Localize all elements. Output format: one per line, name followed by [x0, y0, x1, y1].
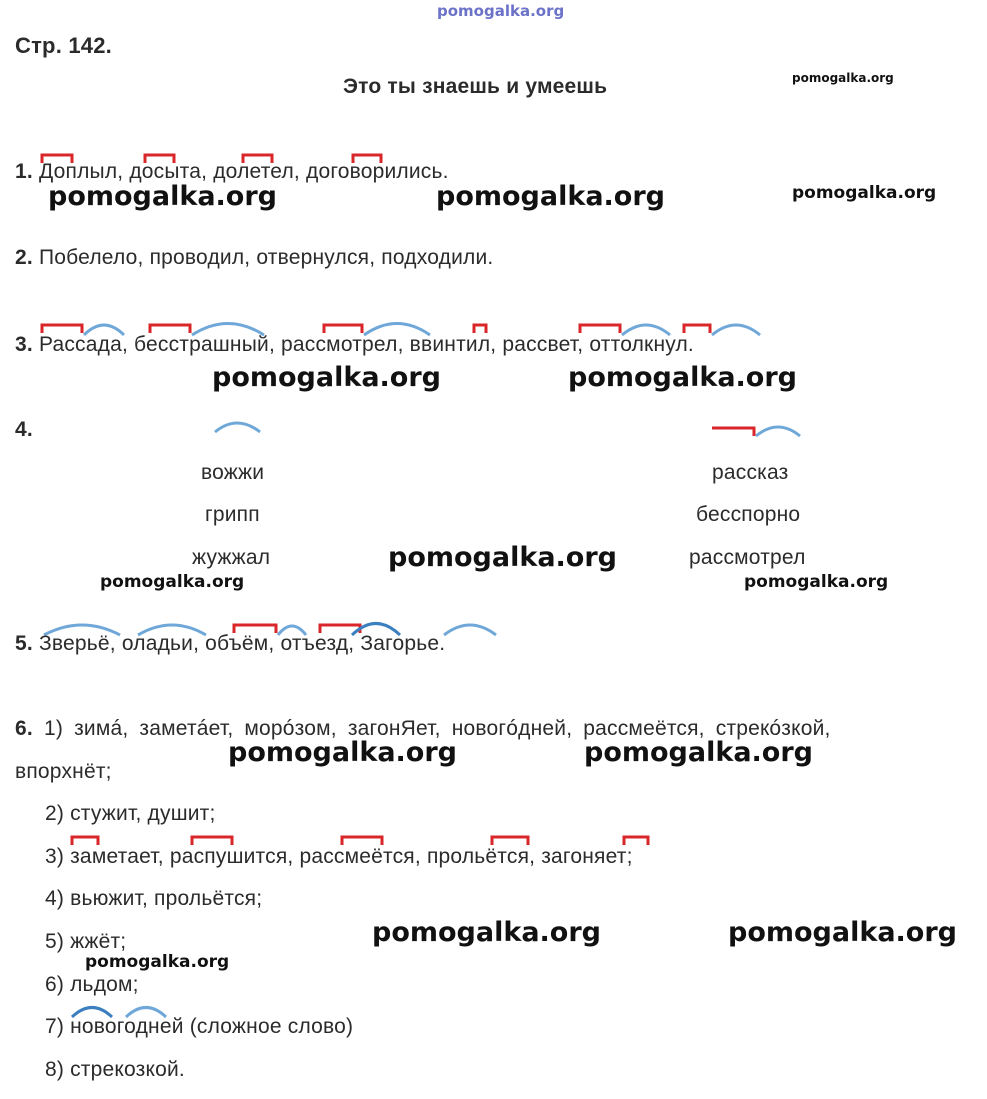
watermark: pomogalka.org	[48, 181, 277, 212]
prefix-mark	[42, 325, 82, 333]
task-6-item: 7) новогодней (сложное слово)	[45, 1015, 354, 1038]
task-text: Зверьё, оладьи, объём, отъезд, Загорье.	[38, 632, 446, 655]
root-arc	[444, 625, 496, 635]
watermark: pomogalka.org	[388, 542, 617, 573]
watermark: pomogalka.org	[372, 917, 601, 948]
watermark: pomogalka.org	[100, 572, 245, 592]
word-item: жужжал	[192, 546, 271, 569]
task-number: 6.	[15, 717, 33, 740]
watermark: pomogalka.org	[728, 917, 957, 948]
task-number: 2.	[15, 246, 33, 269]
task-6-item: 4) вьюжит, прольётся;	[45, 887, 263, 910]
task-text: Побелело, проводил, отвернулся, подходили.	[38, 246, 494, 269]
prefix-mark	[324, 325, 362, 333]
root-arc	[712, 325, 760, 335]
task-3	[15, 333, 694, 357]
task-number: 1.	[15, 160, 33, 183]
prefix-mark	[684, 325, 710, 333]
watermark: pomogalka.org	[792, 71, 894, 85]
task-number: 4.	[15, 418, 33, 441]
watermark: pomogalka.org	[744, 572, 889, 592]
watermark: pomogalka.org	[584, 737, 813, 768]
prefix-mark	[580, 325, 620, 333]
root-arc	[215, 423, 260, 432]
word-item: рассказ	[712, 461, 789, 484]
task-text: Рассада, бесстрашный, рассмотрел, ввинтил, рассвет, оттолкнул.	[38, 333, 694, 356]
prefix-mark	[192, 837, 232, 845]
prefix-mark	[624, 837, 648, 845]
word-item: бесспорно	[696, 503, 801, 526]
task-5	[15, 632, 445, 656]
task-number: 5.	[15, 632, 33, 655]
watermark: pomogalka.org	[212, 362, 441, 393]
task-1	[15, 160, 449, 184]
word-item: рассмотрел	[689, 546, 806, 569]
watermark: pomogalka.org	[568, 362, 797, 393]
prefix-mark	[72, 837, 98, 845]
task-text: Доплыл, досыта, долетел, договорились.	[38, 160, 449, 183]
task-6-item: 6) льдом;	[45, 973, 139, 996]
task-6-line-1-cont: впорхнёт;	[15, 760, 112, 783]
watermark: pomogalka.org	[436, 181, 665, 212]
watermark: pomogalka.org	[85, 952, 230, 972]
watermark: pomogalka.org	[228, 737, 457, 768]
task-6-item: 3) заметает, распушится, рассмеётся, прольётся, загоняет;	[45, 845, 633, 868]
task-6-line-1	[15, 717, 831, 741]
page-label: Стр. 142.	[15, 33, 112, 58]
task-text: 1) зимá, заметáет, морóзом, загонЯет, новогóдней, рассмеётся, стрекóзкой,	[43, 717, 831, 740]
word-item: вожжи	[201, 461, 265, 484]
prefix-mark	[492, 837, 528, 845]
task-number: 3.	[15, 333, 33, 356]
prefix-mark	[150, 325, 190, 333]
root-arc	[756, 427, 800, 436]
prefix-mark	[474, 325, 486, 333]
word-item: грипп	[205, 503, 260, 526]
prefix-mark	[342, 837, 382, 845]
watermark: pomogalka.org	[792, 183, 937, 203]
prefix-mark	[712, 428, 754, 436]
watermark-top: pomogalka.org	[437, 2, 565, 20]
task-6-item: 8) стрекозкой.	[45, 1058, 185, 1081]
task-6-item: 5) жжёт;	[45, 930, 127, 953]
task-2	[15, 246, 493, 270]
task-6-item: 2) стужит, душит;	[45, 802, 216, 825]
page-title: Это ты знаешь и умеешь	[343, 75, 608, 98]
